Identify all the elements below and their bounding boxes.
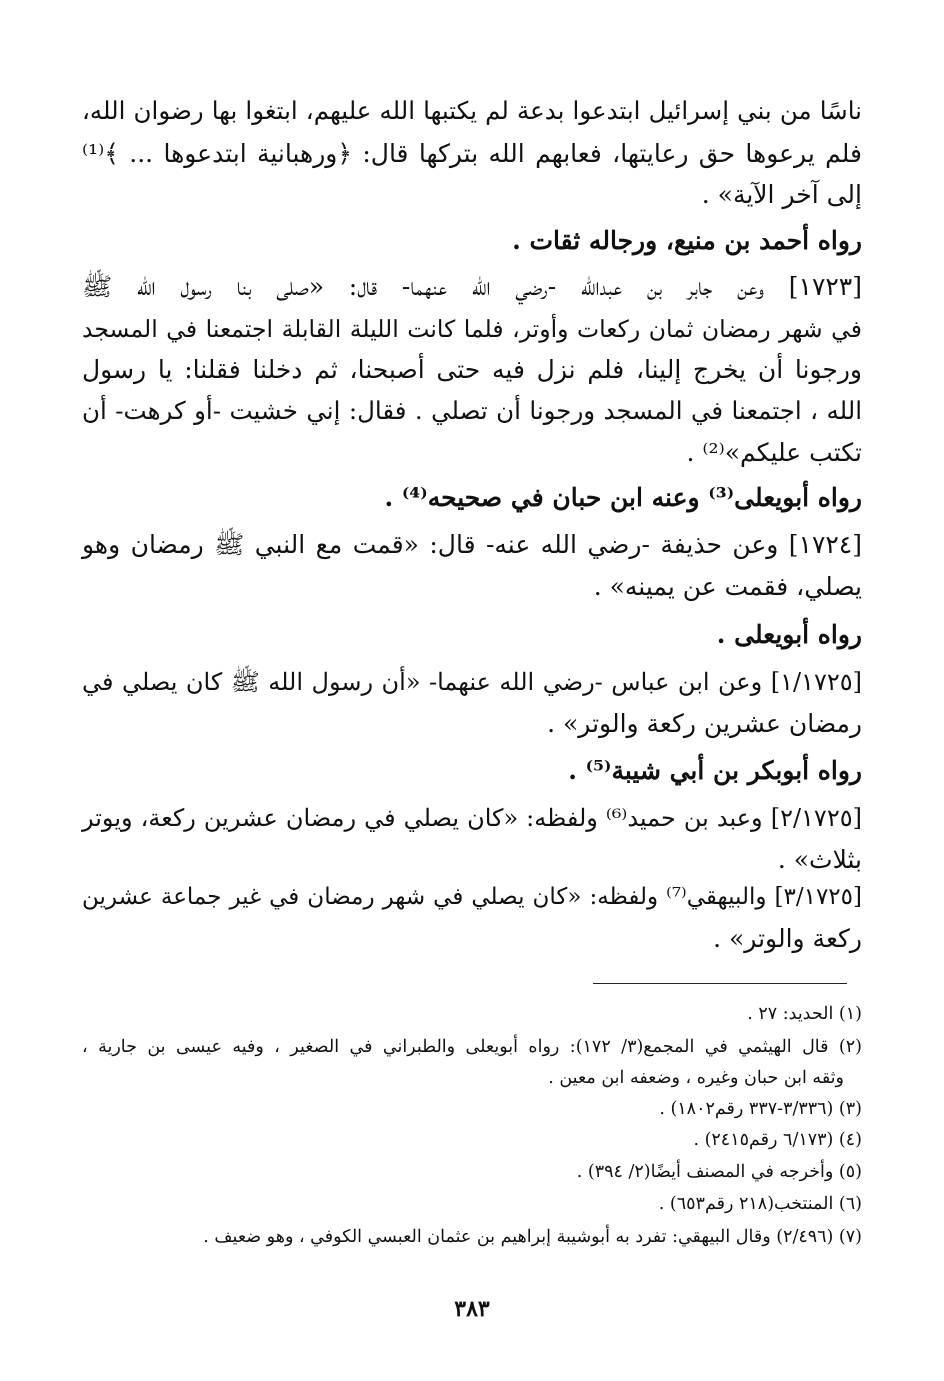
hadith-1723-line: في شهر رمضان ثمان ركعات وأوتر، فلما كانت الليلة القابلة اجتمعنا في المسجد	[82, 315, 862, 343]
footnote: (٦) المنتخب(٢١٨ رقم٦٥٣) .	[658, 1194, 862, 1214]
hadith-1724-line: [١٧٢٤] وعن حذيفة -رضي الله عنه- قال: «قمت مع النبي ﷺ رمضان وهو	[82, 530, 862, 559]
body-line: فلم يرعوها حق رعايتها، فعابهم الله بتركها قال: ﴿ورهبانية ابتدعوها ... ﴾⁽¹⁾	[82, 139, 862, 168]
hadith-1723-line: تكتب عليكم»⁽²⁾ .	[686, 438, 862, 467]
footnote: (٥) وأخرجه في المصنف أيضًا(٢/ ٣٩٤) .	[576, 1162, 862, 1182]
hadith-1723-line: الله ، اجتمعنا في المسجد ورجونا أن تصلي . فقال: إني خشيت -أو كرهت- أن	[82, 396, 862, 425]
page-number: ٣٨٣	[454, 1296, 490, 1322]
footnote: وثقه ابن حبان وغيره ، وضعفه ابن معين .	[548, 1068, 844, 1088]
narration-line: رواه أبوبكر بن أبي شيبة⁽⁵⁾ .	[568, 756, 862, 785]
hadith-1725-3-line: ركعة والوتر» .	[713, 924, 862, 953]
body-line: ناسًا من بني إسرائيل ابتدعوا بدعة لم يكتبها الله عليهم، ابتغوا بها رضوان الله،	[82, 96, 862, 125]
hadith-1725-3-line: [٣/١٧٢٥] والبيهقي⁽⁷⁾ ولفظه: «كان يصلي في شهر رمضان في غير جماعة عشرين	[82, 884, 862, 910]
hadith-1725-1-line: رمضان عشرين ركعة والوتر» .	[547, 709, 862, 738]
footnote: (١) الحديد: ٢٧ .	[747, 1004, 862, 1024]
footnote-separator	[593, 983, 847, 984]
hadith-1725-2-line: [٢/١٧٢٥] وعبد بن حميد⁽⁶⁾ ولفظه: «كان يصلي في رمضان عشرين ركعة، ويوتر	[82, 804, 862, 832]
narration-line: رواه أحمد بن منيع، ورجاله ثقات .	[512, 226, 862, 255]
footnote: (٢) قال الهيثمي في المجمع(٣/ ١٧٢): رواه أبويعلى والطبراني في الصغير ، وفيه عيسى بن جارية ،	[82, 1037, 862, 1057]
hadith-1723-line: [١٧٢٣] وعن جابر بن عبدالله -رضي الله عنهما- قال: «صلى بنا رسول الله ﷺ	[82, 272, 862, 301]
footnote: (٣) (٣/٣٣٦-٣٣٧ رقم١٨٠٢) .	[659, 1099, 862, 1119]
hadith-1725-1-line: [١/١٧٢٥] وعن ابن عباس -رضي الله عنهما- «أن رسول الله ﷺ كان يصلي في	[82, 668, 862, 696]
narration-line: رواه أبويعلى⁽³⁾ وعنه ابن حبان في صحيحه⁽⁴⁾ .	[384, 483, 862, 512]
hadith-1725-2-line: بثلاث» .	[777, 845, 862, 874]
hadith-1724-line: يصلي، فقمت عن يمينه» .	[593, 572, 862, 601]
narration-line: رواه أبويعلى .	[716, 620, 862, 649]
body-line: إلى آخر الآية» .	[701, 180, 862, 209]
hadith-1723-line: ورجونا أن يخرج إلينا، فلم نزل فيه حتى أصبحنا، ثم دخلنا فقلنا: يا رسول	[82, 355, 862, 384]
footnote: (٤) (٦/١٧٣ رقم٢٤١٥) .	[693, 1130, 862, 1150]
footnote: (٧) (٢/٤٩٦) وقال البيهقي: تفرد به أبوشيبة إبراهيم بن عثمان العبسي الكوفي ، وهو ضعيف .	[203, 1227, 862, 1247]
